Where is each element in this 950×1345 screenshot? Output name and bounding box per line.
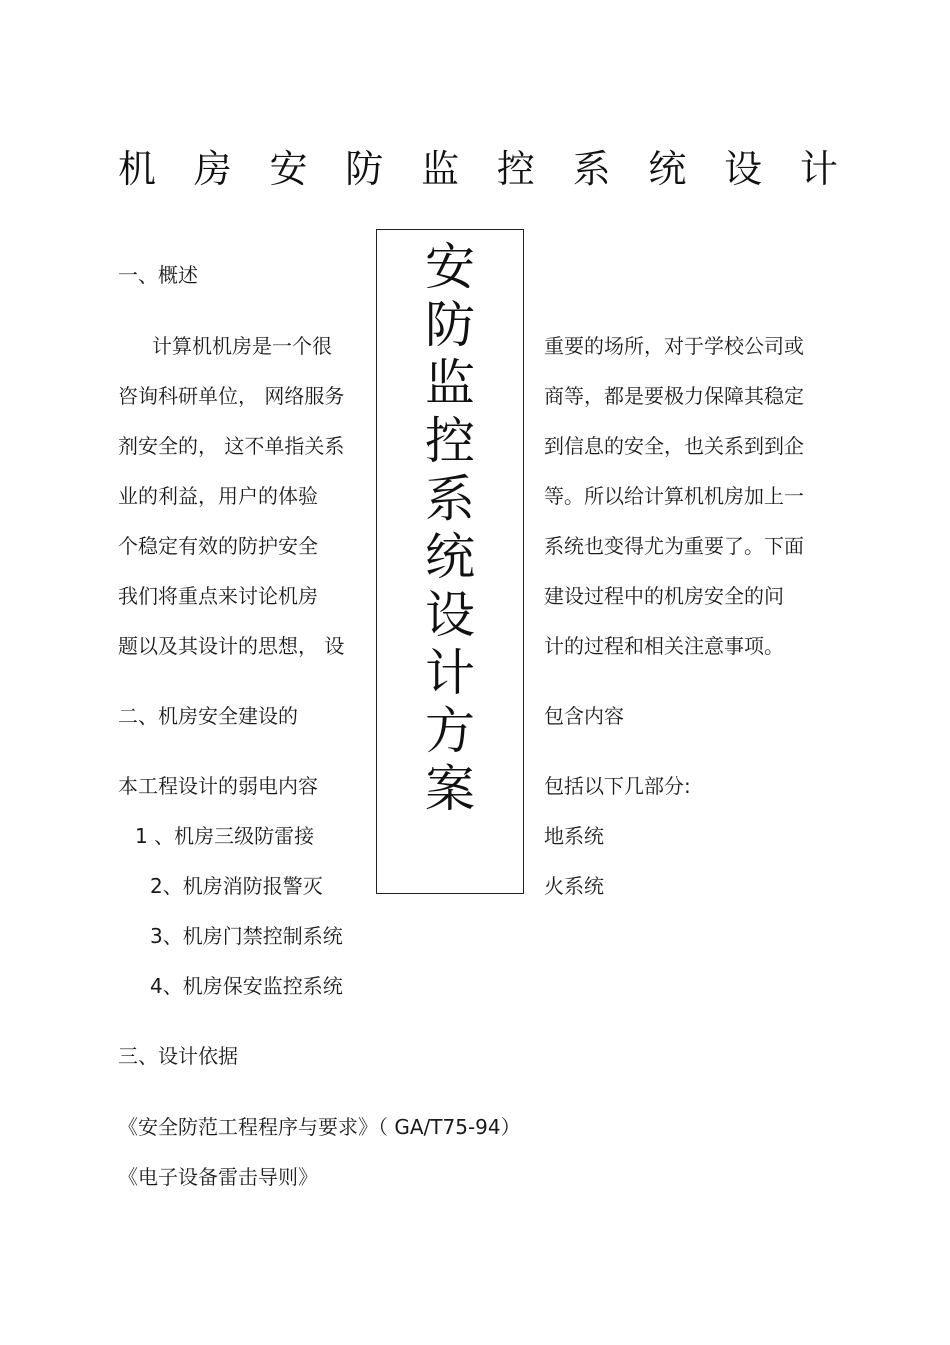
reference-line: 《电子设备雷击导则》 [118, 1165, 318, 1189]
title-char: 防 [345, 147, 384, 191]
paragraph-line-left: 题以及其设计的思想， 设 [118, 634, 345, 658]
paragraph-line-right: 建设过程中的机房安全的问 [544, 584, 784, 608]
list-item-left: 2、机房消防报警灭 [150, 874, 323, 898]
vertical-title-char: 控 [425, 412, 475, 470]
list-item-left: 1 、机房三级防雷接 [135, 824, 315, 848]
title-char: 房 [193, 147, 232, 191]
list-item-left: 4、机房保安监控系统 [150, 974, 343, 998]
document-title [118, 146, 838, 192]
paragraph-line-left: 剂安全的， 这不单指关系 [118, 434, 345, 458]
vertical-title-char: 监 [425, 354, 475, 412]
vertical-title-char: 方 [425, 702, 475, 760]
paragraph-line-left: 个稳定有效的防护安全 [118, 534, 318, 558]
vertical-title-char: 统 [425, 528, 475, 586]
vertical-title-char: 计 [425, 644, 475, 702]
title-char: 安 [269, 147, 308, 191]
title-char: 统 [648, 147, 687, 191]
vertical-title-char: 系 [425, 470, 475, 528]
paragraph-line-right: 商等，都是要极力保障其稳定 [544, 384, 804, 408]
intro-line-right: 包括以下几部分: [544, 774, 691, 798]
title-char: 监 [421, 147, 460, 191]
list-item-left: 3、机房门禁控制系统 [150, 924, 343, 948]
paragraph-line-right: 重要的场所，对于学校公司或 [544, 334, 804, 358]
list-item-right: 地系统 [544, 824, 604, 848]
vertical-title-char: 安 [425, 238, 475, 296]
paragraph-line-right: 计的过程和相关注意事项。 [544, 634, 784, 658]
title-char: 控 [496, 147, 535, 191]
paragraph-line-right: 系统也变得尤为重要了。下面 [544, 534, 804, 558]
paragraph-line-right: 到信息的安全，也关系到到企 [544, 434, 804, 458]
section-heading: 二、机房安全建设的 [118, 704, 298, 728]
list-item-right: 火系统 [544, 874, 604, 898]
section-heading-continued: 包含内容 [544, 704, 624, 728]
section-heading: 三、设计依据 [118, 1044, 238, 1068]
vertical-title-char: 设 [425, 586, 475, 644]
title-char: 系 [572, 147, 611, 191]
paragraph-line-right: 等。所以给计算机机房加上一 [544, 484, 804, 508]
paragraph-line-left: 咨询科研单位， 网络服务 [118, 384, 345, 408]
paragraph-line-left: 计算机机房是一个很 [152, 334, 332, 358]
section-heading: 一、概述 [118, 263, 198, 287]
paragraph-line-left: 业的利益，用户的体验 [118, 484, 318, 508]
reference-line: 《安全防范工程程序与要求》（ GA/T75-94） [118, 1115, 521, 1139]
title-char: 计 [799, 147, 838, 191]
intro-line-left: 本工程设计的弱电内容 [118, 774, 318, 798]
paragraph-line-left: 我们将重点来讨论机房 [118, 584, 318, 608]
vertical-title-char: 案 [425, 760, 475, 818]
title-char: 机 [118, 147, 157, 191]
vertical-title-char: 防 [425, 296, 475, 354]
vertical-title-box [376, 229, 524, 894]
title-char: 设 [724, 147, 763, 191]
